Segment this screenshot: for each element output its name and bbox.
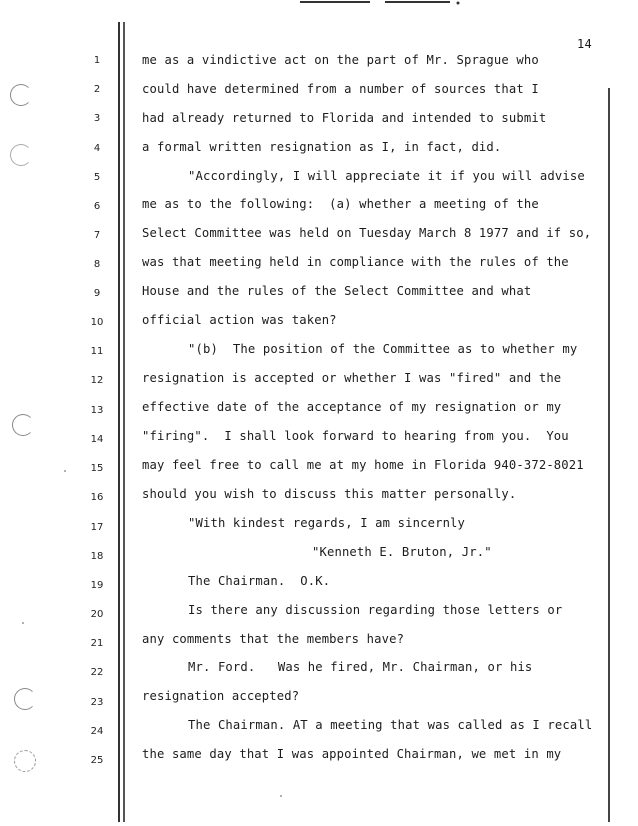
line-number: 14 <box>90 434 104 445</box>
top-edge-mark <box>300 0 460 6</box>
transcript-line: resignation accepted? <box>142 689 300 703</box>
transcript-line: could have determined from a number of sources that I <box>142 82 539 96</box>
line-number: 25 <box>90 755 104 766</box>
line-number: 6 <box>93 201 101 212</box>
transcript-line: me as to the following: (a) whether a meeting of the <box>142 197 539 211</box>
transcript-line: resignation is accepted or whether I was "fired" and the <box>142 371 562 385</box>
transcript-line: "With kindest regards, I am sincernly <box>188 516 466 530</box>
transcript-line: "firing". I shall look forward to hearing from you. You <box>142 429 569 443</box>
transcript-line: was that meeting held in compliance with the rules of the <box>142 255 569 269</box>
transcript-line: Mr. Ford. Was he fired, Mr. Chairman, or his <box>188 660 533 674</box>
transcript-line: effective date of the acceptance of my resignation or my <box>142 400 562 414</box>
transcript-line: the same day that I was appointed Chairman, we met in my <box>142 747 562 761</box>
line-number: 11 <box>90 346 104 357</box>
transcript-line: me as a vindictive act on the part of Mr. Sprague who <box>142 53 539 67</box>
left-margin-rule-inner <box>123 22 125 822</box>
transcript-line: Is there any discussion regarding those letters or <box>188 603 563 617</box>
transcript-line: should you wish to discuss this matter personally. <box>142 487 517 501</box>
line-number: 7 <box>93 230 101 241</box>
line-number: 9 <box>93 288 101 299</box>
line-number: 16 <box>90 492 104 503</box>
line-number: 2 <box>93 84 101 95</box>
line-number: 3 <box>93 113 101 124</box>
line-number: 5 <box>93 172 101 183</box>
transcript-line: any comments that the members have? <box>142 632 405 646</box>
speck <box>64 470 66 472</box>
transcript-line: House and the rules of the Select Committee and what <box>142 284 532 298</box>
signature-line: "Kenneth E. Bruton, Jr." <box>312 545 492 559</box>
transcript-line: a formal written resignation as I, in fact, did. <box>142 140 502 154</box>
transcript-line: had already returned to Florida and intended to submit <box>142 111 547 125</box>
hole-punch-icon <box>14 688 36 710</box>
line-number: 10 <box>90 317 104 328</box>
line-number: 22 <box>90 667 104 678</box>
line-number: 19 <box>90 580 104 591</box>
transcript-line: official action was taken? <box>142 313 337 327</box>
line-number: 21 <box>90 638 104 649</box>
line-number: 20 <box>90 609 104 620</box>
transcript-line: "(b) The position of the Committee as to whether my <box>188 342 578 356</box>
transcript-line: may feel free to call me at my home in Florida 940-372-8021 <box>142 458 584 472</box>
line-number: 17 <box>90 522 104 533</box>
speck <box>280 795 282 797</box>
line-number: 13 <box>90 405 104 416</box>
transcript-line: The Chairman. O.K. <box>188 574 331 588</box>
transcript-line: "Accordingly, I will appreciate it if you will advise <box>188 169 585 183</box>
transcript-line: Select Committee was held on Tuesday March 8 1977 and if so, <box>142 226 592 240</box>
hole-punch-icon <box>10 84 32 106</box>
line-number: 18 <box>90 551 104 562</box>
line-number: 1 <box>93 55 101 66</box>
hole-punch-icon <box>12 414 34 436</box>
line-number: 8 <box>93 259 101 270</box>
page-number: 14 <box>577 37 593 51</box>
line-number: 15 <box>90 463 104 474</box>
hole-punch-icon <box>10 144 32 166</box>
hole-punch-icon <box>14 750 36 772</box>
left-margin-rule <box>118 22 120 822</box>
right-margin-rule <box>608 88 610 822</box>
transcript-line: The Chairman. AT a meeting that was called as I recall <box>188 718 593 732</box>
line-number: 4 <box>93 143 101 154</box>
line-number: 23 <box>90 697 104 708</box>
line-number: 24 <box>90 726 104 737</box>
line-number: 12 <box>90 375 104 386</box>
speck <box>22 622 24 624</box>
